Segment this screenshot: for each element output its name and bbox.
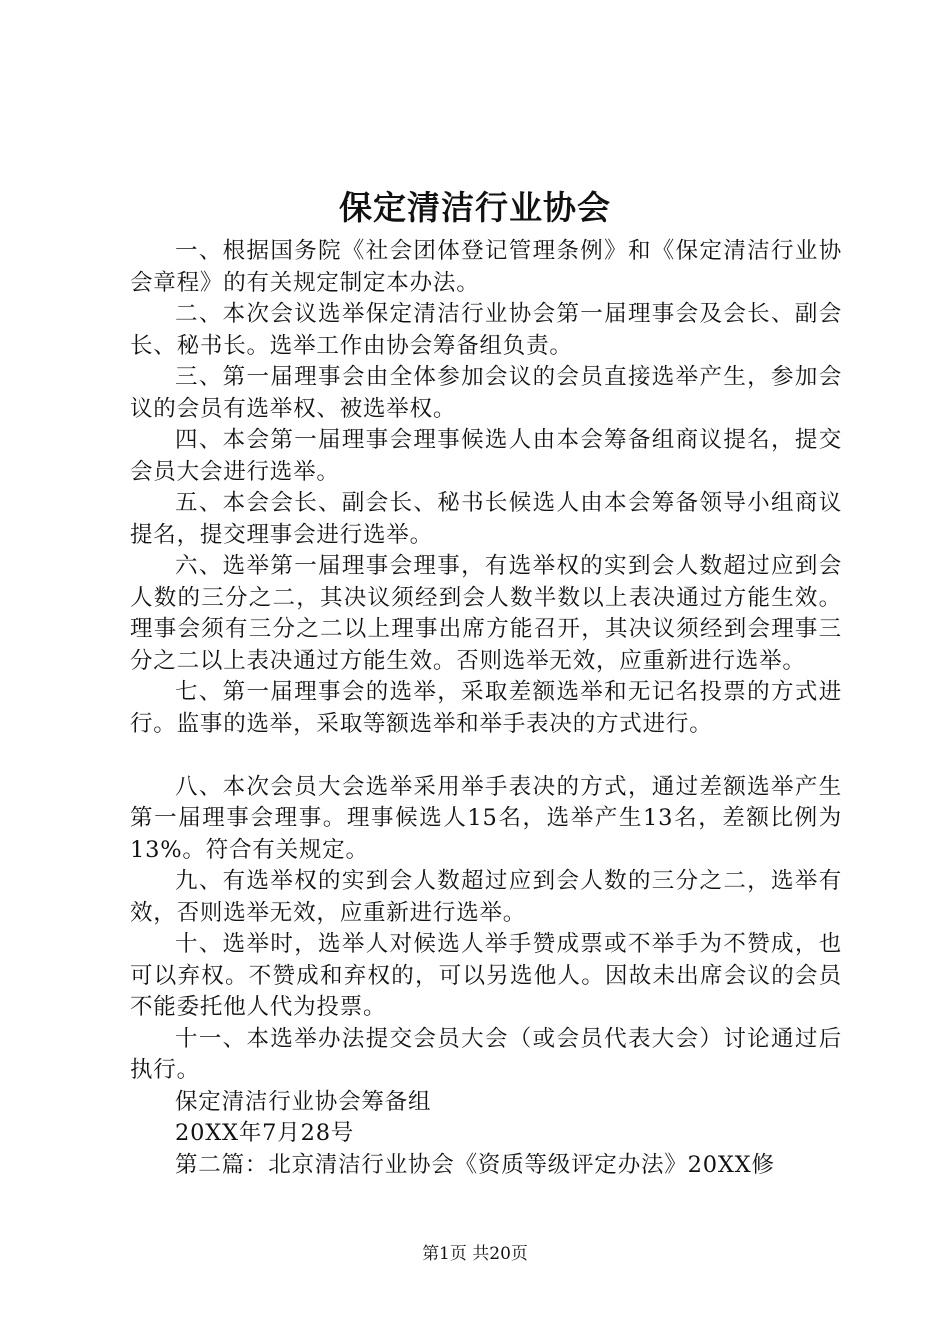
paragraph-1: 一、根据国务院《社会团体登记管理条例》和《保定清洁行业协会章程》的有关规定制定本办法。 [130,238,842,296]
paragraph-4: 四、本会第一届理事会理事候选人由本会筹备组商议提名，提交会员大会进行选举。 [130,427,842,485]
document-body [130,236,842,1181]
paragraph-10: 十、选举时，选举人对候选人举手赞成票或不举手为不赞成，也可以弃权。不赞成和弃权的，可以另选他人。因故未出席会议的会员不能委托他人代为投票。 [130,931,842,1020]
date-line: 20XX年7月28号 [175,1120,355,1146]
next-section-heading: 第二篇：北京清洁行业协会《资质等级评定办法》20XX修 [175,1151,775,1178]
signature-line: 保定清洁行业协会筹备组 [175,1088,432,1115]
page-footer: 第1页 共20页 [422,1244,528,1264]
document-title: 保定清洁行业协会 [339,188,611,227]
paragraph-11: 十一、本选举办法提交会员大会（或会员代表大会）讨论通过后执行。 [130,1025,842,1083]
paragraph-8: 八、本次会员大会选举采用举手表决的方式，通过差额选举产生第一届理事会理事。理事候选人15名，选举产生13名，差额比例为13%。符合有关规定。 [130,773,842,863]
paragraph-7: 七、第一届理事会的选举，采取差额选举和无记名投票的方式进行。监事的选举，采取等额选举和举手表决的方式进行。 [130,679,842,737]
paragraph-2: 二、本次会议选举保定清洁行业协会第一届理事会及会长、副会长、秘书长。选举工作由协会筹备组负责。 [130,301,842,359]
paragraph-9: 九、有选举权的实到会人数超过应到会人数的三分之二，选举有效，否则选举无效，应重新进行选举。 [130,868,842,926]
paragraph-5: 五、本会会长、副会长、秘书长候选人由本会筹备领导小组商议提名，提交理事会进行选举。 [130,490,842,548]
paragraph-3: 三、第一届理事会由全体参加会议的会员直接选举产生，参加会议的会员有选举权、被选举权。 [130,364,842,422]
paragraph-6: 六、选举第一届理事会理事，有选举权的实到会人数超过应到会人数的三分之二，其决议须经到会人数半数以上表决通过方能生效。理事会须有三分之二以上理事出席方能召开，其决议须经到会理事三分之二以上表决通过方能生效。否则选举无效，应重新进行选举。 [130,553,842,674]
